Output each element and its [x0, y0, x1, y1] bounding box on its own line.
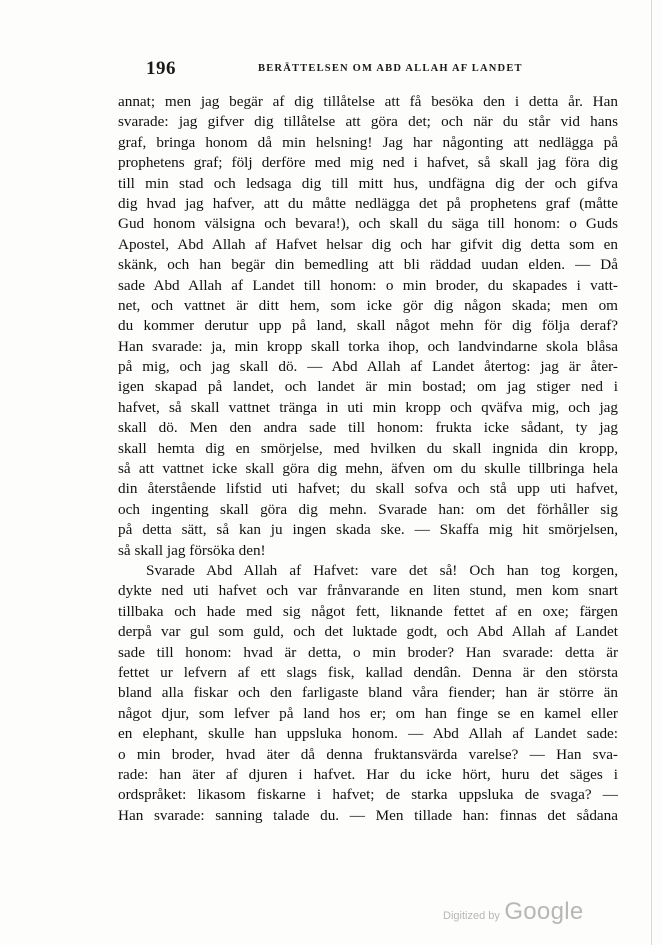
text-line: tillbaka och hade med sig något fett, liknande fettet af en oxe; färgen: [118, 602, 618, 620]
text-line: graf, bringa honom då min helsning! Jag har någonting att nedlägga på: [118, 133, 618, 151]
text-line: svarade: jag gifver dig tillåtelse att göra det; och när du står vid hans: [118, 113, 618, 131]
text-line: Han svarade: sanning talade du. — Men tillade han: finnas det sådana: [118, 806, 618, 824]
text-line: bland alla fiskar och den farligaste bland våra fiender; han är större än: [118, 684, 618, 702]
text-line: din återstående lifstid uti hafvet; du skall sofva och stå upp uti hafvet,: [118, 480, 618, 498]
page-number: 196: [146, 58, 176, 79]
text-line: o min broder, hvad äter då denna fruktansvärda varelse? — Han sva-: [118, 745, 618, 763]
text-line: fettet ur lefvern af ett slags fisk, kallad dendân. Denna är den största: [118, 663, 618, 681]
paragraph-1: [118, 92, 618, 561]
running-title: BERÄTTELSEN OM ABD ALLAH AF LANDET: [258, 63, 523, 74]
text-line: hafvet, så skall vattnet tränga in uti min kropp och qväfva mig, och jag: [118, 398, 618, 416]
text-line: derpå var gul som guld, och det luktade godt, och Abd Allah af Landet: [118, 623, 618, 641]
text-line: du kommer derutur upp på land, skall något mehn för dig följa deraf?: [118, 317, 618, 335]
watermark-prefix: Digitized by: [443, 910, 500, 922]
text-line: något djur, som lefver på land hos er; om han finge se en kamel eller: [118, 704, 618, 722]
text-line: på mig, och jag skall dö. — Abd Allah af Landet återtog: jag är åter-: [118, 358, 618, 376]
page-header: [118, 58, 618, 80]
text-line: Gud honom välsigna och bevara!), och skall du säga till honom: o Guds: [118, 215, 618, 233]
text-line: dig hvad jag hafver, att du måtte nedlägga det på prophetens graf (måtte: [118, 194, 618, 212]
text-line: så skall jag försöka den!: [118, 541, 266, 559]
body-text: [118, 92, 618, 826]
text-line: dykte ned uti hafvet och var frånvarande en liten stund, men kom snart: [118, 582, 618, 600]
text-line: igen skapad på landet, och landet är min bostad; om jag stiger ned i: [118, 378, 618, 396]
text-line: sade till honom: hvad är detta, o min broder? Han svarade: detta är: [118, 643, 618, 661]
text-line: sade Abd Allah af Landet till honom: o min broder, du skapades i vatt-: [118, 276, 618, 294]
text-line: skall hemta dig en smörjelse, med hvilken du skall ingnida din kropp,: [118, 439, 618, 457]
paragraph-2: [118, 561, 618, 826]
text-line: net, och vattnet är ditt hem, som icke gör dig någon skada; men om: [118, 296, 618, 314]
text-line: skall dö. Men den andra sade till honom: frukta icke sådant, ty jag: [118, 419, 618, 437]
digitization-watermark: [443, 898, 584, 926]
text-line: till min stad och ledsaga dig till mitt hus, undfägna dig der och gifva: [118, 174, 618, 192]
text-line: ordspråket: likasom fiskarne i hafvet; de starka uppsluka de svaga? —: [118, 786, 618, 804]
text-line: så att vattnet icke skall göra dig mehn, äfven om du skulle tillbringa hela: [118, 460, 618, 478]
text-line: rade: han äter af djuren i hafvet. Har du icke hört, huru det säges i: [118, 765, 618, 783]
text-line: en elephant, skulle han uppsluka honom. — Abd Allah af Landet sade:: [118, 725, 618, 743]
text-line: på detta sätt, så kan ju ingen skada ske. — Skaffa mig hit smörjelsen,: [118, 521, 618, 539]
google-logo: Google: [504, 898, 584, 925]
text-line: Svarade Abd Allah af Hafvet: vare det så! Och han tog korgen,: [146, 561, 618, 579]
text-line: annat; men jag begär af dig tillåtelse att få besöka den i detta år. Han: [118, 93, 618, 110]
page-edge: [651, 0, 652, 945]
text-line: Apostel, Abd Allah af Hafvet helsar dig och har gifvit dig detta som en: [118, 235, 618, 253]
text-line: Han svarade: ja, min kropp skall torka ihop, och landvindarne skola blåsa: [118, 337, 618, 355]
text-line: prophetens graf; följ derföre med mig ned i hafvet, så skall jag föra dig: [118, 154, 618, 172]
text-line: och ingenting skall göra dig mehn. Svarade han: om det förhåller sig: [118, 500, 618, 518]
text-line: skänk, och han begär din bemedling att bli räddad uudan elden. — Då: [118, 256, 618, 274]
